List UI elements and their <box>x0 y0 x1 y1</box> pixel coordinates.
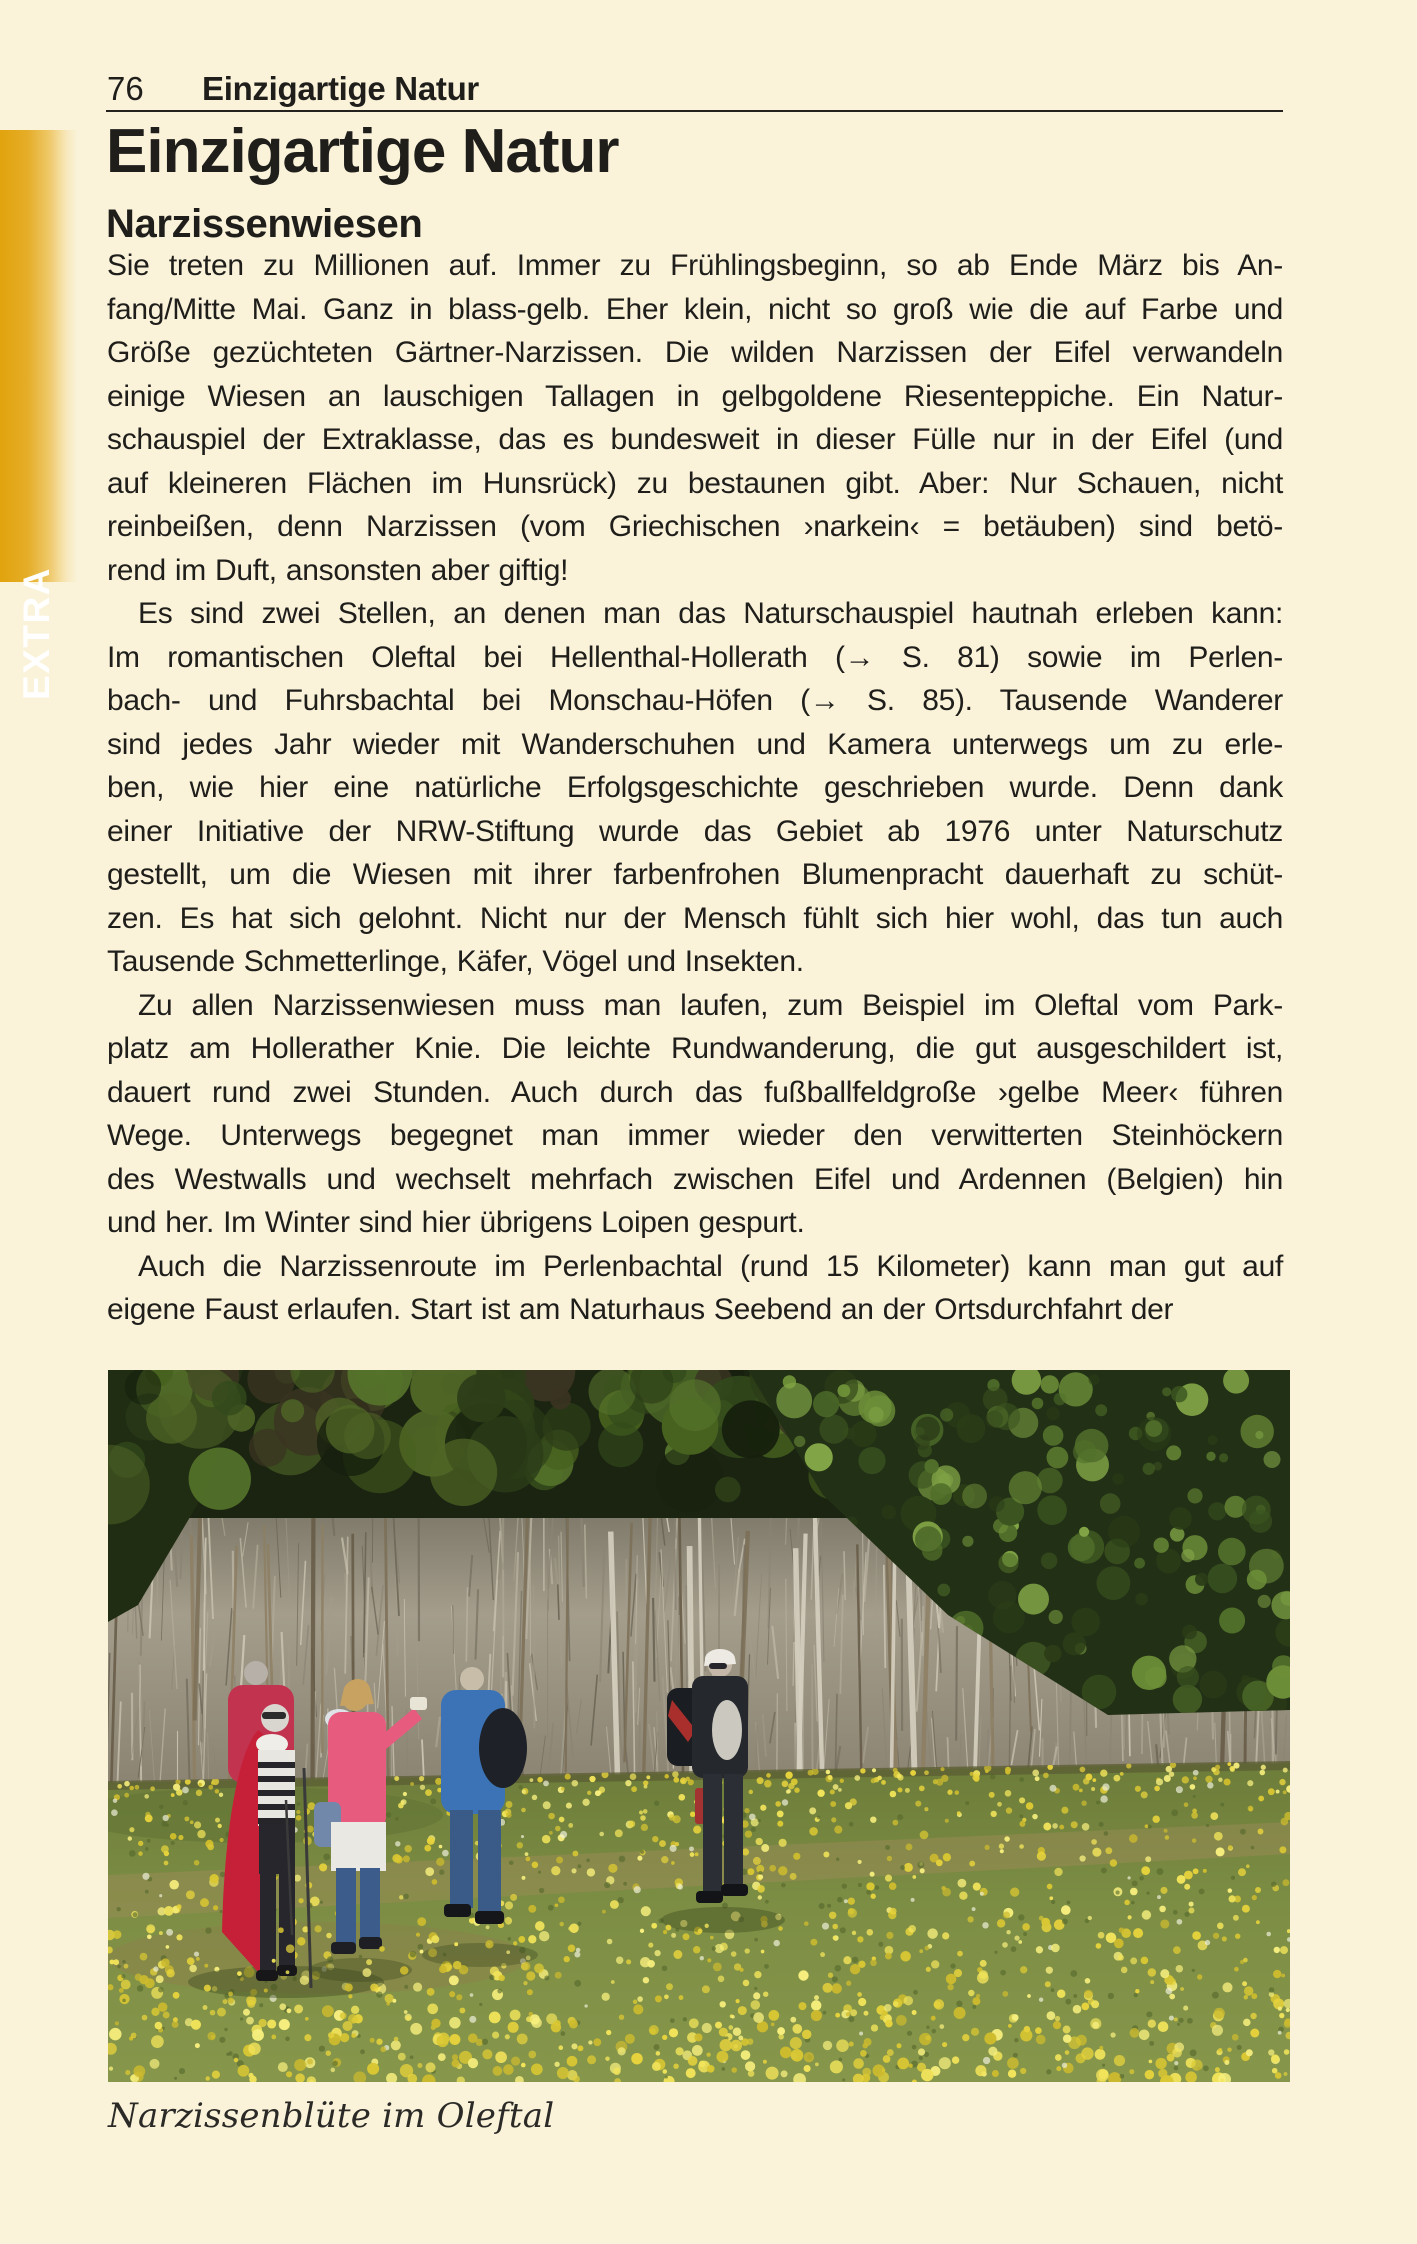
extra-tab-label: EXTRA <box>16 567 57 700</box>
text-line: fang/Mitte Mai. Ganz in blass-gelb. Eher klein, nicht so groß wie die auf Farbe und <box>107 292 1283 326</box>
text-line: schauspiel der Extraklasse, das es bundesweit in dieser Fülle nur in der Eifel (und <box>107 423 1283 456</box>
text-line: Zu allen Narzissenwiesen muss man laufen, zum Beispiel im Oleftal vom Park- <box>138 988 1283 1022</box>
header-rule <box>106 110 1283 112</box>
text-line: bach- und Fuhrsbachtal bei Monschau-Höfen (→ S. 85). Tausende Wanderer <box>107 684 1283 717</box>
photo-caption: Narzissenblüte im Oleftal <box>108 2096 555 2136</box>
text-line: Im romantischen Oleftal bei Hellenthal-Hollerath (→ S. 81) sowie im Perlen- <box>107 640 1283 674</box>
text-line: ben, wie hier eine natürliche Erfolgsgeschichte geschrieben wurde. Denn dank <box>107 771 1283 804</box>
text-line: auf kleineren Flächen im Hunsrück) zu bestaunen gibt. Aber: Nur Schauen, nicht <box>107 466 1283 500</box>
text-line: Es sind zwei Stellen, an denen man das Naturschauspiel hautnah erleben kann: <box>138 597 1283 630</box>
text-line: Größe gezüchteten Gärtner-Narzissen. Die wilden Narzissen der Eifel verwandeln <box>107 336 1283 369</box>
text-line: einer Initiative der NRW-Stiftung wurde das Gebiet ab 1976 unter Naturschutz <box>107 814 1283 848</box>
text-line: Auch die Narzissenroute im Perlenbachtal (rund 15 Kilometer) kann man gut auf <box>138 1249 1283 1283</box>
text-line: gestellt, um die Wiesen mit ihrer farbenfrohen Blumenpracht dauerhaft zu schüt- <box>107 858 1283 891</box>
text-line: eigene Faust erlaufen. Start ist am Naturhaus Seebend an der Ortsdurchfahrt der <box>107 1293 1174 1326</box>
text-line: Sie treten zu Millionen auf. Immer zu Frühlingsbeginn, so ab Ende März bis An- <box>107 249 1283 282</box>
photo-figure <box>108 1370 1290 2082</box>
text-line: reinbeißen, denn Narzissen (vom Griechischen ›narkein‹ = betäuben) sind betö- <box>107 510 1283 543</box>
running-head-title: Einzigartige Natur <box>202 70 479 107</box>
text-line: Wege. Unterwegs begegnet man immer wieder den verwitterten Steinhöckern <box>107 1119 1283 1152</box>
article-title: Einzigartige Natur <box>106 117 619 186</box>
text-line: dauert rund zwei Stunden. Auch durch das fußballfeldgroße ›gelbe Meer‹ führen <box>107 1075 1283 1109</box>
page-number: 76 <box>107 70 144 107</box>
extra-section-tab <box>0 130 78 700</box>
text-line: des Westwalls und wechselt mehrfach zwischen Eifel und Ardennen (Belgien) hin <box>107 1162 1283 1196</box>
photo-oleftal-daffodil-meadow <box>108 1370 1290 2082</box>
text-line: zen. Es hat sich gelohnt. Nicht nur der Mensch fühlt sich hier wohl, das tun auch <box>107 901 1283 935</box>
text-line: und her. Im Winter sind hier übrigens Loipen gespurt. <box>107 1206 805 1239</box>
text-line: platz am Hollerather Knie. Die leichte Rundwanderung, die gut ausgeschildert ist, <box>107 1032 1283 1065</box>
text-line: einige Wiesen an lauschigen Tallagen in gelbgoldene Riesenteppiche. Ein Natur- <box>107 379 1283 413</box>
article-body <box>107 244 1283 1332</box>
article-subtitle: Narzissenwiesen <box>106 202 423 246</box>
text-line: Tausende Schmetterlinge, Käfer, Vögel und Insekten. <box>107 945 804 978</box>
text-line: rend im Duft, ansonsten aber giftig! <box>107 553 569 587</box>
text-line: sind jedes Jahr wieder mit Wanderschuhen und Kamera unterwegs um zu erle- <box>107 727 1283 761</box>
